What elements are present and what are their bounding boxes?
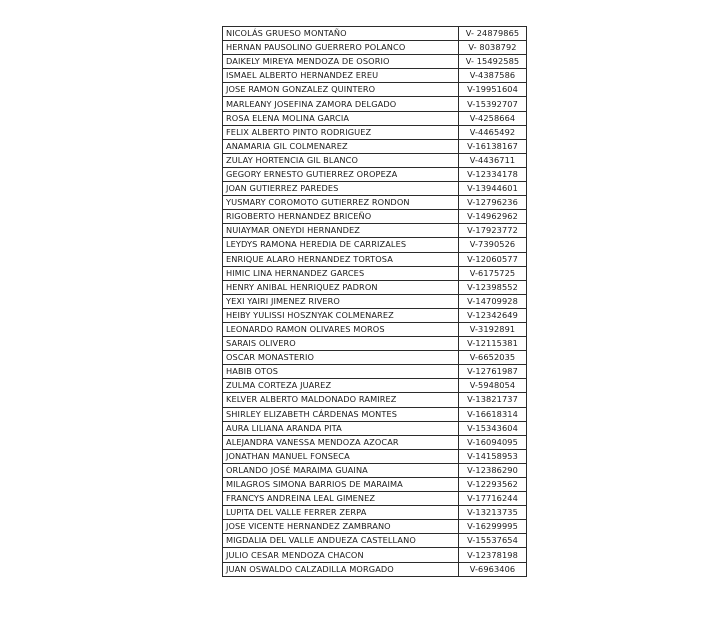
id-number-cell: V-13821737 — [459, 393, 527, 407]
person-name-cell: FELIX ALBERTO PINTO RODRIGUEZ — [223, 125, 459, 139]
id-number-cell: V-6963406 — [459, 562, 527, 576]
table-row — [223, 27, 527, 41]
id-number-cell: V-12060577 — [459, 252, 527, 266]
id-number-cell: V-14158953 — [459, 449, 527, 463]
id-number-cell: V-19951604 — [459, 83, 527, 97]
person-name-cell: AURA LILIANA ARANDA PITA — [223, 421, 459, 435]
table-row — [223, 55, 527, 69]
table-row — [223, 449, 527, 463]
id-number-cell: V-12115381 — [459, 337, 527, 351]
table-row — [223, 125, 527, 139]
table-row — [223, 393, 527, 407]
person-name-cell: ENRIQUE ALARO HERNANDEZ TORTOSA — [223, 252, 459, 266]
person-name-cell: HEIBY YULISSI HOSZNYAK COLMENAREZ — [223, 308, 459, 322]
person-name-cell: JOSE VICENTE HERNANDEZ ZAMBRANO — [223, 520, 459, 534]
table-row — [223, 111, 527, 125]
table-row — [223, 139, 527, 153]
table-row — [223, 562, 527, 576]
id-number-cell: V-12796236 — [459, 196, 527, 210]
person-name-cell: YUSMARY COROMOTO GUTIERREZ RONDON — [223, 196, 459, 210]
id-number-cell: V- 24879865 — [459, 27, 527, 41]
id-number-cell: V-16094095 — [459, 435, 527, 449]
id-number-cell: V-15343604 — [459, 421, 527, 435]
roster-table — [222, 26, 527, 577]
person-name-cell: YEXI YAIRI JIMENEZ RIVERO — [223, 294, 459, 308]
person-name-cell: SHIRLEY ELIZABETH CÁRDENAS MONTES — [223, 407, 459, 421]
table-row — [223, 351, 527, 365]
id-number-cell: V- 8038792 — [459, 41, 527, 55]
table-row — [223, 69, 527, 83]
id-number-cell: V-14709928 — [459, 294, 527, 308]
table-row — [223, 379, 527, 393]
person-name-cell: MILAGROS SIMONA BARRIOS DE MARAIMA — [223, 478, 459, 492]
person-name-cell: KELVER ALBERTO MALDONADO RAMIREZ — [223, 393, 459, 407]
table-row — [223, 97, 527, 111]
person-name-cell: HABIB OTOS — [223, 365, 459, 379]
id-number-cell: V-4387586 — [459, 69, 527, 83]
person-name-cell: HERNAN PAUSOLINO GUERRERO POLANCO — [223, 41, 459, 55]
person-name-cell: HENRY ANIBAL HENRIQUEZ PADRON — [223, 280, 459, 294]
table-row — [223, 365, 527, 379]
table-row — [223, 520, 527, 534]
id-number-cell: V-12398552 — [459, 280, 527, 294]
person-name-cell: LEONARDO RAMON OLIVARES MOROS — [223, 322, 459, 336]
id-number-cell: V-16138167 — [459, 139, 527, 153]
id-number-cell: V-12342649 — [459, 308, 527, 322]
table-row — [223, 196, 527, 210]
person-name-cell: ISMAEL ALBERTO HERNANDEZ EREU — [223, 69, 459, 83]
table-row — [223, 492, 527, 506]
table-row — [223, 210, 527, 224]
table-row — [223, 252, 527, 266]
id-number-cell: V-17923772 — [459, 224, 527, 238]
person-name-cell: DAIKELY MIREYA MENDOZA DE OSORIO — [223, 55, 459, 69]
person-name-cell: JOSE RAMON GONZALEZ QUINTERO — [223, 83, 459, 97]
person-name-cell: LEYDYS RAMONA HEREDIA DE CARRIZALES — [223, 238, 459, 252]
table-row — [223, 266, 527, 280]
table-row — [223, 83, 527, 97]
person-name-cell: MARLEANY JOSEFINA ZAMORA DELGADO — [223, 97, 459, 111]
person-name-cell: FRANCYS ANDREINA LEAL GIMENEZ — [223, 492, 459, 506]
id-number-cell: V-16299995 — [459, 520, 527, 534]
table-row — [223, 506, 527, 520]
person-name-cell: JOAN GUTIERREZ PAREDES — [223, 182, 459, 196]
table-row — [223, 238, 527, 252]
table-row — [223, 308, 527, 322]
person-name-cell: ALEJANDRA VANESSA MENDOZA AZOCAR — [223, 435, 459, 449]
table-row — [223, 280, 527, 294]
id-number-cell: V-12378198 — [459, 548, 527, 562]
person-name-cell: JONATHAN MANUEL FONSECA — [223, 449, 459, 463]
table-row — [223, 337, 527, 351]
table-row — [223, 435, 527, 449]
person-name-cell: ORLANDO JOSÉ MARAIMA GUAINA — [223, 463, 459, 477]
person-name-cell: MIGDALIA DEL VALLE ANDUEZA CASTELLANO — [223, 534, 459, 548]
table-row — [223, 548, 527, 562]
table-row — [223, 463, 527, 477]
person-name-cell: HIMIC LINA HERNANDEZ GARCES — [223, 266, 459, 280]
id-number-cell: V-16618314 — [459, 407, 527, 421]
person-name-cell: ANAMARIA GIL COLMENAREZ — [223, 139, 459, 153]
table-row — [223, 294, 527, 308]
id-number-cell: V-15392707 — [459, 97, 527, 111]
id-number-cell: V-3192891 — [459, 322, 527, 336]
person-name-cell: JULIO CESAR MENDOZA CHACON — [223, 548, 459, 562]
table-row — [223, 224, 527, 238]
id-number-cell: V-4465492 — [459, 125, 527, 139]
id-number-cell: V-13944601 — [459, 182, 527, 196]
person-name-cell: RIGOBERTO HERNANDEZ BRICEÑO — [223, 210, 459, 224]
person-name-cell: OSCAR MONASTERIO — [223, 351, 459, 365]
person-name-cell: ZULAY HORTENCIA GIL BLANCO — [223, 153, 459, 167]
id-number-cell: V-12334178 — [459, 167, 527, 181]
table-row — [223, 322, 527, 336]
person-name-cell: GEGORY ERNESTO GUTIERREZ OROPEZA — [223, 167, 459, 181]
id-number-cell: V-17716244 — [459, 492, 527, 506]
person-name-cell: ZULMA CORTEZA JUAREZ — [223, 379, 459, 393]
person-name-cell: SARAIS OLIVERO — [223, 337, 459, 351]
id-number-cell: V-4258664 — [459, 111, 527, 125]
person-name-cell: LUPITA DEL VALLE FERRER ZERPA — [223, 506, 459, 520]
table-row — [223, 421, 527, 435]
id-number-cell: V-13213735 — [459, 506, 527, 520]
id-number-cell: V-12293562 — [459, 478, 527, 492]
person-name-cell: NUIAYMAR ONEYDI HERNANDEZ — [223, 224, 459, 238]
id-number-cell: V-15537654 — [459, 534, 527, 548]
table-row — [223, 167, 527, 181]
id-number-cell: V-14962962 — [459, 210, 527, 224]
person-name-cell: NICOLÁS GRUESO MONTAÑO — [223, 27, 459, 41]
table-row — [223, 182, 527, 196]
table-row — [223, 534, 527, 548]
table-row — [223, 478, 527, 492]
id-number-cell: V-6175725 — [459, 266, 527, 280]
id-number-cell: V-5948054 — [459, 379, 527, 393]
id-number-cell: V-4436711 — [459, 153, 527, 167]
table-row — [223, 41, 527, 55]
roster-table-body — [223, 27, 527, 577]
id-number-cell: V-7390526 — [459, 238, 527, 252]
id-number-cell: V- 15492585 — [459, 55, 527, 69]
id-number-cell: V-6652035 — [459, 351, 527, 365]
table-row — [223, 407, 527, 421]
table-row — [223, 153, 527, 167]
id-number-cell: V-12761987 — [459, 365, 527, 379]
id-number-cell: V-12386290 — [459, 463, 527, 477]
person-name-cell: ROSA ELENA MOLINA GARCIA — [223, 111, 459, 125]
person-name-cell: JUAN OSWALDO CALZADILLA MORGADO — [223, 562, 459, 576]
